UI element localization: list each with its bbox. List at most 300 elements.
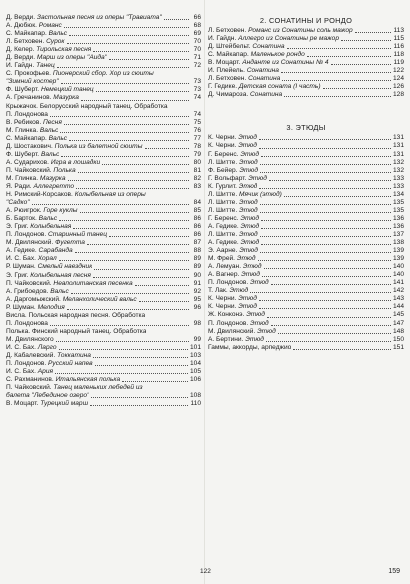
composer-name: Л. Шитте. bbox=[208, 206, 238, 214]
composer-name: П. Лондонов. bbox=[208, 319, 249, 327]
page-ref: 135 bbox=[392, 198, 404, 206]
dot-leader bbox=[260, 236, 391, 237]
work-title: Турецкий марш bbox=[38, 400, 89, 408]
dot-leader bbox=[61, 156, 189, 157]
dot-leader bbox=[50, 116, 189, 117]
dot-leader bbox=[258, 260, 391, 261]
entry-text bbox=[6, 231, 107, 239]
toc-entry bbox=[208, 27, 404, 35]
page-ref: 145 bbox=[392, 311, 404, 319]
toc-entry bbox=[208, 336, 404, 344]
toc-entry bbox=[208, 91, 404, 99]
page-ref: 134 bbox=[392, 190, 404, 198]
work-title: Мазурка bbox=[51, 94, 79, 102]
entry-text bbox=[208, 27, 353, 35]
entry-text bbox=[6, 352, 91, 360]
work-title: Пионерский сбор. Хор из сюиты bbox=[51, 70, 154, 78]
page-ref: 126 bbox=[392, 83, 404, 91]
entry-text bbox=[208, 191, 282, 199]
toc-entry bbox=[6, 62, 201, 70]
composer-name: С. Майкапар. bbox=[6, 30, 47, 38]
entry-text bbox=[208, 207, 258, 215]
toc-entry bbox=[6, 103, 201, 111]
entry-text bbox=[208, 91, 282, 99]
page-ref: 72 bbox=[193, 62, 201, 70]
page-ref: 74 bbox=[193, 110, 201, 118]
dot-leader bbox=[284, 196, 391, 197]
work-title: Этюд bbox=[255, 327, 276, 335]
entry-text bbox=[6, 400, 88, 408]
entry-text bbox=[6, 86, 94, 94]
composer-name: Висла. Польская народная песня. Обработка bbox=[6, 311, 146, 319]
composer-name: К. Черни. bbox=[208, 295, 237, 303]
work-title: Русский напев bbox=[46, 360, 93, 368]
work-title: Песня bbox=[41, 118, 62, 126]
page-ref: 140 bbox=[392, 263, 404, 271]
composer-name: П. Чайковский. bbox=[6, 384, 52, 392]
dot-leader bbox=[73, 228, 189, 229]
toc-entry bbox=[208, 67, 404, 75]
page-ref: 88 bbox=[193, 247, 201, 255]
work-title: Ария bbox=[35, 368, 54, 376]
dot-leader bbox=[261, 244, 391, 245]
dot-leader bbox=[259, 139, 391, 140]
composer-name: Л. Шитте. bbox=[208, 198, 238, 206]
toc-entry bbox=[6, 127, 201, 135]
entry-text bbox=[6, 143, 143, 151]
toc-entry bbox=[6, 360, 201, 368]
toc-entry bbox=[208, 231, 404, 239]
composer-name: А. Дюбюк. bbox=[6, 22, 37, 30]
toc-entry bbox=[208, 295, 404, 303]
toc-entry bbox=[208, 51, 404, 59]
toc-entry bbox=[208, 142, 404, 150]
dot-leader bbox=[282, 80, 391, 81]
section-heading: 2. СОНАТИНЫ И РОНДО bbox=[259, 16, 353, 25]
entry-text bbox=[6, 239, 85, 247]
composer-name: Ж. Конконэ. bbox=[208, 311, 245, 319]
page-ref: 86 bbox=[193, 223, 201, 231]
dot-leader bbox=[260, 164, 391, 165]
page-ref: 141 bbox=[392, 279, 404, 287]
page-ref: 91 bbox=[193, 279, 201, 287]
composer-name: Я. Ради. bbox=[6, 182, 32, 190]
page-ref: 140 bbox=[392, 271, 404, 279]
dot-leader bbox=[76, 188, 189, 189]
work-title: Сонатина bbox=[248, 91, 283, 99]
composer-name: Д. Чимароза. bbox=[208, 91, 249, 99]
dot-leader bbox=[67, 43, 189, 44]
work-title: Аллегретто bbox=[31, 182, 75, 190]
work-title: Вальс bbox=[39, 150, 60, 158]
composer-name: А. Гречанинов. bbox=[6, 94, 52, 102]
section-heading: 3. ЭТЮДЫ bbox=[286, 123, 326, 133]
toc-entry bbox=[208, 223, 404, 231]
page-ref: 136 bbox=[392, 214, 404, 222]
entry-text bbox=[208, 134, 257, 142]
dot-leader bbox=[122, 381, 188, 382]
dot-leader bbox=[57, 67, 189, 68]
entry-text bbox=[208, 215, 259, 223]
work-title: Немецкий танец bbox=[39, 86, 94, 94]
dot-leader bbox=[164, 19, 189, 20]
page-ref: 69 bbox=[193, 30, 201, 38]
toc-entry bbox=[208, 320, 404, 328]
toc-left-column bbox=[6, 14, 201, 408]
page-ref: 86 bbox=[193, 231, 201, 239]
entry-text bbox=[6, 360, 93, 368]
composer-name: К. Черни. bbox=[208, 142, 237, 150]
page-ref: 74 bbox=[193, 94, 201, 102]
entry-text bbox=[6, 384, 143, 392]
dot-leader bbox=[287, 48, 392, 49]
dot-leader bbox=[259, 308, 391, 309]
toc-entry bbox=[6, 30, 201, 38]
work-title: Полька bbox=[51, 166, 76, 174]
dot-leader bbox=[64, 27, 189, 28]
work-title: Этюд bbox=[238, 239, 260, 247]
page-ref: 76 bbox=[193, 126, 201, 134]
composer-name: М. Фрей. bbox=[208, 255, 236, 263]
entry-text bbox=[6, 94, 79, 102]
entry-text bbox=[6, 223, 71, 231]
dot-leader bbox=[71, 293, 189, 294]
page-ref: 137 bbox=[392, 230, 404, 238]
work-title: балета "Лебединое озеро" bbox=[6, 392, 90, 400]
page-ref: 110 bbox=[190, 400, 201, 408]
entry-text bbox=[208, 51, 305, 59]
toc-entry bbox=[6, 312, 201, 320]
entry-text bbox=[208, 287, 248, 295]
toc-entry bbox=[6, 272, 201, 280]
page-ref: 90 bbox=[193, 271, 201, 279]
entry-text bbox=[6, 151, 59, 159]
dot-leader bbox=[135, 285, 189, 286]
dot-leader bbox=[59, 349, 188, 350]
page-ref: 124 bbox=[392, 75, 404, 83]
composer-name: Л. Шитте. bbox=[208, 190, 238, 198]
entry-text bbox=[6, 376, 120, 384]
dot-leader bbox=[331, 64, 392, 65]
page-ref: 118 bbox=[393, 51, 404, 59]
toc-entry bbox=[208, 279, 404, 287]
entry-text bbox=[6, 167, 76, 175]
toc-entry bbox=[208, 271, 404, 279]
toc-entry bbox=[6, 231, 201, 239]
composer-name: В. Ребиков. bbox=[6, 118, 42, 126]
toc-entry bbox=[208, 175, 404, 183]
entry-text bbox=[6, 135, 67, 143]
composer-name: К. Черни. bbox=[208, 303, 237, 311]
entry-text bbox=[6, 22, 62, 30]
dot-leader bbox=[59, 260, 189, 261]
work-title: Хорал bbox=[35, 255, 57, 263]
composer-name: Д. Шостакович. bbox=[6, 142, 53, 150]
dot-leader bbox=[262, 276, 391, 277]
composer-name: С. Майкапар. bbox=[208, 51, 249, 59]
composer-name: Л. Бетховен. bbox=[208, 27, 247, 34]
dot-leader bbox=[78, 172, 189, 173]
entry-text bbox=[6, 392, 89, 400]
dot-leader bbox=[271, 284, 391, 285]
entry-text bbox=[208, 279, 269, 287]
composer-name: М. Двилянский. bbox=[208, 327, 256, 335]
dot-leader bbox=[260, 172, 391, 173]
entry-text bbox=[6, 255, 57, 263]
work-title: Этюд bbox=[236, 303, 257, 311]
page-ref: 113 bbox=[393, 27, 404, 34]
page-ref: 96 bbox=[193, 303, 201, 311]
page-ref: 144 bbox=[392, 303, 404, 311]
dot-leader bbox=[281, 72, 391, 73]
entry-text bbox=[208, 75, 280, 83]
toc-entry bbox=[6, 263, 201, 271]
page-ref: 133 bbox=[392, 174, 404, 182]
toc-entry bbox=[208, 83, 404, 91]
dot-leader bbox=[109, 59, 189, 60]
toc-entry bbox=[6, 183, 201, 191]
entry-text bbox=[208, 199, 258, 207]
entry-text bbox=[208, 311, 265, 319]
page-ref: 89 bbox=[193, 263, 201, 271]
composer-name: С. Рахманинов. bbox=[6, 376, 54, 384]
page-ref: 147 bbox=[392, 319, 404, 327]
composer-name: Р. Шуман. bbox=[6, 303, 36, 311]
entry-text bbox=[208, 43, 285, 51]
work-title: Колыбельная песня bbox=[28, 271, 91, 279]
dot-leader bbox=[145, 148, 189, 149]
composer-name: Г. Беренс. bbox=[208, 214, 239, 222]
entry-text bbox=[6, 288, 69, 296]
dot-leader bbox=[267, 317, 391, 318]
page-ref: 81 bbox=[193, 166, 201, 174]
entry-text bbox=[208, 303, 257, 311]
page-ref: 77 bbox=[193, 134, 201, 142]
entry-text bbox=[6, 215, 57, 223]
entry-text bbox=[6, 272, 91, 280]
entry-text bbox=[6, 183, 74, 191]
toc-entry bbox=[208, 287, 404, 295]
dot-leader bbox=[261, 228, 391, 229]
work-title: Застольная песня из оперы "Травиата" bbox=[35, 14, 162, 21]
toc-entry bbox=[6, 175, 201, 183]
toc-entry bbox=[6, 143, 201, 151]
page-ref: 103 bbox=[189, 351, 201, 359]
page-ref: 105 bbox=[189, 368, 201, 376]
page-ref: 86 bbox=[193, 215, 201, 223]
work-title: Этюд bbox=[236, 295, 257, 303]
toc-entry bbox=[6, 207, 201, 215]
page-ref: 104 bbox=[189, 360, 201, 368]
toc-entry bbox=[208, 255, 404, 263]
entry-text bbox=[208, 271, 260, 279]
page-ref: 73 bbox=[193, 86, 201, 94]
work-title: Танец маленьких лебедей из bbox=[51, 384, 143, 392]
toc-entry bbox=[208, 191, 404, 199]
composer-name: А. Рюигрок. bbox=[6, 207, 42, 215]
page-ref: 73 bbox=[193, 78, 201, 86]
composer-name: Л. Шитте. bbox=[208, 158, 238, 166]
work-title: Ларго bbox=[35, 343, 57, 351]
page-ref: 132 bbox=[392, 158, 404, 166]
work-title: Этюд bbox=[236, 182, 258, 190]
work-title: Сонатина bbox=[250, 43, 285, 51]
page-ref: 128 bbox=[392, 91, 404, 99]
work-title: Этюд bbox=[235, 255, 256, 263]
composer-name: Э. Григ. bbox=[6, 271, 29, 279]
page-ref: 131 bbox=[392, 150, 404, 158]
toc-entry bbox=[208, 303, 404, 311]
dot-leader bbox=[261, 156, 391, 157]
toc-entry bbox=[6, 151, 201, 159]
toc-entry bbox=[208, 43, 404, 51]
toc-entry bbox=[6, 247, 201, 255]
toc-entry bbox=[6, 280, 201, 288]
toc-entry bbox=[6, 223, 201, 231]
entry-text bbox=[6, 103, 168, 111]
composer-name: И. С. Бах. bbox=[6, 368, 36, 376]
dot-leader bbox=[68, 180, 189, 181]
composer-name: К. Гурлит. bbox=[208, 182, 237, 190]
dot-leader bbox=[90, 405, 188, 406]
work-title: Анданте из Сонатины № 4 bbox=[240, 59, 329, 67]
work-title: Полька из балетной сюиты bbox=[52, 142, 143, 150]
work-title: Вальс bbox=[46, 30, 68, 38]
entry-text bbox=[6, 199, 30, 207]
toc-entry bbox=[208, 239, 404, 247]
dot-leader bbox=[94, 269, 189, 270]
entry-text bbox=[208, 231, 258, 239]
entry-text bbox=[208, 328, 276, 336]
entry-text bbox=[6, 62, 55, 70]
page-ref: 82 bbox=[193, 174, 201, 182]
composer-name: А. Грибоедов. bbox=[6, 287, 49, 295]
work-title: Вальс bbox=[38, 126, 59, 134]
composer-name: М. Глинка. bbox=[6, 174, 39, 182]
dot-leader bbox=[96, 91, 189, 92]
dot-leader bbox=[260, 252, 391, 253]
composer-name: Д. Штейбельт. bbox=[208, 43, 251, 51]
work-title: Мячик (этюд) bbox=[237, 190, 282, 198]
entry-text bbox=[208, 59, 329, 67]
entry-text bbox=[208, 142, 257, 150]
work-title: Этюд bbox=[239, 271, 260, 279]
composer-name: Й. Гайдн. bbox=[208, 35, 237, 43]
dot-leader bbox=[293, 349, 391, 350]
toc-entry bbox=[208, 75, 404, 83]
dot-leader bbox=[56, 341, 189, 342]
page-ref: 92 bbox=[193, 287, 201, 295]
composer-name: Полька. Финский народный танец. Обработка bbox=[6, 327, 147, 335]
entry-text bbox=[208, 344, 291, 352]
toc-entry bbox=[6, 368, 201, 376]
dot-leader bbox=[50, 325, 189, 326]
composer-name: Д. Верди. bbox=[6, 54, 36, 62]
entry-text bbox=[208, 35, 339, 43]
dot-leader bbox=[261, 220, 391, 221]
page-ref: 75 bbox=[193, 118, 201, 126]
composer-name: П. Чайковский. bbox=[6, 279, 52, 287]
work-title: Этюд bbox=[237, 206, 258, 214]
toc-entry bbox=[6, 239, 201, 247]
composer-name: П. Лондонова bbox=[6, 110, 48, 118]
entry-text bbox=[208, 239, 259, 247]
work-title: Сарабанда bbox=[36, 247, 73, 255]
composer-name: Л. Шитте. bbox=[208, 230, 238, 238]
dot-leader bbox=[341, 40, 391, 41]
dot-leader bbox=[260, 204, 391, 205]
toc-entry bbox=[6, 167, 201, 175]
work-title: Сонатина bbox=[244, 67, 279, 75]
dot-leader bbox=[109, 236, 189, 237]
toc-entry bbox=[208, 134, 404, 142]
page-ref: 148 bbox=[392, 327, 404, 335]
work-title: Горе куклы bbox=[41, 207, 78, 215]
page-ref: 122 bbox=[392, 67, 404, 75]
entry-text bbox=[208, 336, 264, 344]
page-ref: 133 bbox=[392, 182, 404, 190]
entry-text bbox=[208, 151, 259, 159]
composer-name: В. Моцарт. bbox=[208, 59, 241, 67]
toc-right-column bbox=[208, 14, 404, 352]
dot-leader bbox=[102, 164, 189, 165]
work-title: Старинный танец bbox=[46, 231, 107, 239]
composer-name: А. Гедике. bbox=[208, 239, 239, 247]
composer-name: М. Двилянского bbox=[6, 335, 54, 343]
toc-entry bbox=[6, 78, 201, 86]
composer-name: И. Плейель. bbox=[208, 67, 245, 75]
composer-name: С. Прокофьев. bbox=[6, 70, 51, 78]
dot-leader bbox=[269, 180, 391, 181]
page-ref: 119 bbox=[393, 59, 404, 67]
work-title: Этюд bbox=[236, 142, 257, 150]
work-title: Вальс bbox=[48, 287, 69, 295]
dot-leader bbox=[271, 325, 391, 326]
entry-text bbox=[208, 83, 321, 91]
composer-name: Ф. Шуберт. bbox=[6, 150, 40, 158]
work-title: Мелодия bbox=[35, 303, 65, 311]
toc-entry bbox=[6, 94, 201, 102]
page-ref: 139 bbox=[392, 255, 404, 263]
entry-text bbox=[6, 14, 162, 22]
work-title: Этюд bbox=[237, 247, 258, 255]
composer-name: А. Гедике. bbox=[208, 222, 239, 230]
toc-entry bbox=[6, 22, 201, 30]
work-title: Итальянская полька bbox=[53, 376, 121, 384]
composer-name: М. Двилянский. bbox=[6, 239, 54, 247]
toc-entry bbox=[6, 255, 201, 263]
page-ref: 80 bbox=[193, 158, 201, 166]
composer-name: Д. Верди. bbox=[6, 14, 36, 21]
page-ref: 131 bbox=[392, 142, 404, 150]
composer-name: Г. Гедике. bbox=[208, 83, 238, 91]
composer-name: Л. Бетховен. bbox=[208, 75, 247, 83]
dot-leader bbox=[93, 357, 188, 358]
page-ref: 83 bbox=[193, 182, 201, 190]
entry-text bbox=[6, 127, 58, 135]
entry-text bbox=[6, 312, 145, 320]
page-ref: 78 bbox=[193, 142, 201, 150]
dot-leader bbox=[260, 212, 391, 213]
dot-leader bbox=[259, 300, 391, 301]
work-title: Фугетта bbox=[53, 239, 85, 247]
entry-text bbox=[6, 328, 146, 336]
work-title: Этюд bbox=[227, 287, 249, 295]
entry-text bbox=[208, 247, 258, 255]
composer-name: Л. Бетховен. bbox=[6, 38, 45, 46]
composer-name: М. Глинка. bbox=[6, 126, 39, 134]
entry-text bbox=[6, 368, 53, 376]
